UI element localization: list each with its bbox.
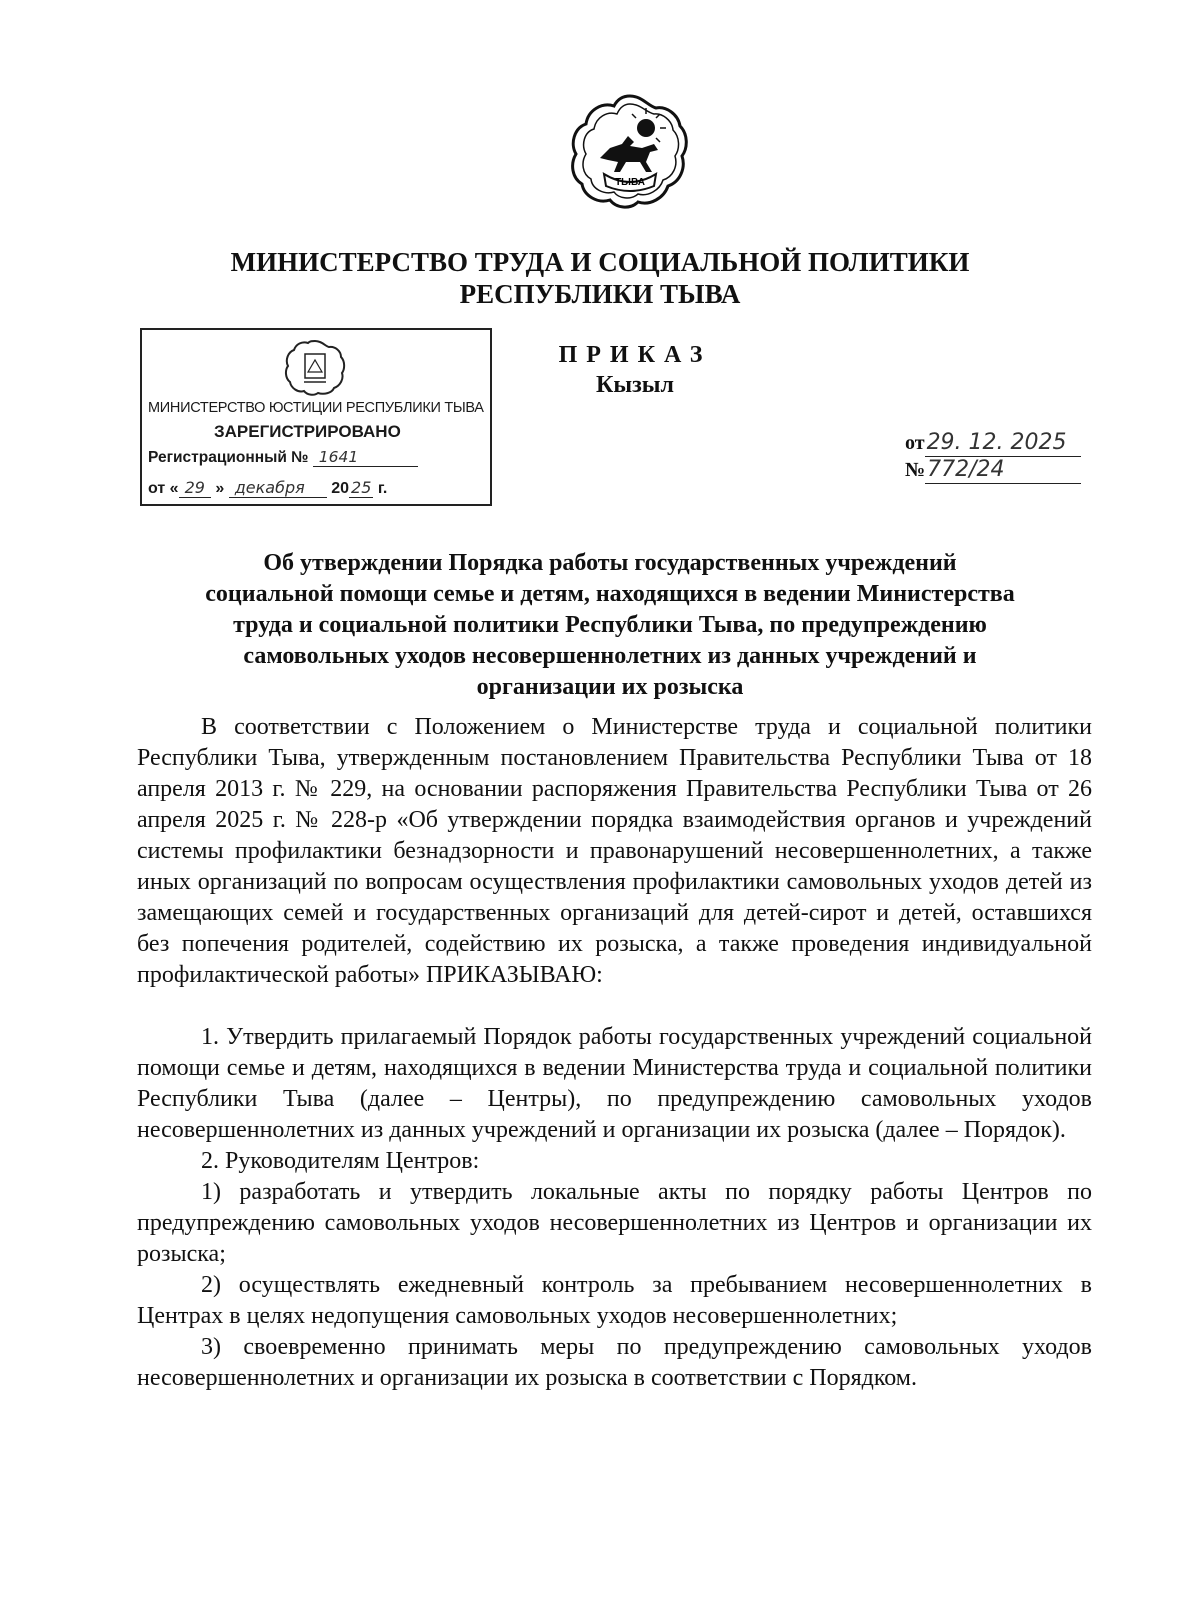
title-line1: Об утверждении Порядка работы государственных учреждений [263,550,957,576]
stamp-reg-label: Регистрационный № [148,449,309,466]
stamp-date-prefix: от « [148,480,179,497]
stamp-date-mid: » [215,480,225,497]
order-number-label: № [905,459,926,481]
stamp-organization: МИНИСТЕРСТВО ЮСТИЦИИ РЕСПУБЛИКИ ТЫВА [148,400,484,416]
order-meta [905,430,1081,484]
item-2-paragraph: 2. Руководителям Центров: [201,1148,480,1174]
stamp-year-end: г. [377,480,388,497]
stamp-emblem-icon [284,338,346,396]
title-line2: социальной помощи семье и детям, находящихся в ведении Министерства [205,581,1015,607]
ministry-title [150,246,1050,310]
order-city: Кызыл [596,372,674,398]
stamp-reg-number: 1641 [313,448,418,467]
order-heading [545,340,725,400]
order-date-row [905,430,1081,457]
stamp-date-month: декабря [229,478,327,498]
title-line3: труда и социальной политики Республики Тыва, по предупреждению [233,612,987,638]
ministry-title-line2: РЕСПУБЛИКИ ТЫВА [459,279,741,309]
order-word: ПРИКАЗ [558,342,712,368]
stamp-year-suffix: 25 [351,478,372,497]
document-body [137,712,1092,1394]
registration-stamp [140,328,492,506]
item-2-2-paragraph: 2) осуществлять ежедневный контроль за пребыванием несовершеннолетних в Центрах в целях недопущения самовольных уходов несовершеннолетних; [137,1272,1092,1329]
order-date-value: 29. 12. 2025 [925,430,1081,457]
document-title [160,548,1060,703]
preamble-paragraph: В соответствии с Положением о Министерстве труда и социальной политики Республики Тыва, утвержденным постановлением Правительства Республики Тыва от 18 апреля 2013 г. № 229, на основании распоряжения Правительства Республики Тыва от 26 апреля 2025 г. № 228-р «Об утверждении порядка взаимодействия органов и учреждений системы профилактики безнадзорности и правонарушений несовершеннолетних, а также иных организаций по вопросам осуществления профилактики самовольных уходов детей из замещающих семей и государственных организаций для детей-сирот и детей, оставшихся без попечения родителей, содействию их розыска, а также проведения индивидуальной профилактической работы» ПРИКАЗЫВАЮ: [137,714,1092,988]
ministry-title-line1: МИНИСТЕРСТВО ТРУДА И СОЦИАЛЬНОЙ ПОЛИТИКИ [230,247,970,277]
tyva-emblem-icon [570,92,690,212]
item-2-3-paragraph: 3) своевременно принимать меры по предупреждению самовольных уходов несовершеннолетних и организации их розыска в соответствии с Порядком. [137,1334,1092,1391]
stamp-date-day: 29 [179,478,211,498]
emblem-label: ТЫВА [615,177,645,188]
stamp-date-row [148,478,387,498]
order-number-value: 772/24 [925,457,1081,484]
item-1-paragraph: 1. Утвердить прилагаемый Порядок работы государственных учреждений социальной помощи семье и детям, находящихся в ведении Министерства труда и социальной политики Республики Тыва (далее – Центры), по предупреждению самовольных уходов несовершеннолетних из данных учреждений и организации их розыска (далее – Порядок). [137,1024,1092,1143]
title-line5: организации их розыска [476,674,744,700]
order-number-row [905,457,1081,484]
stamp-reg-number-row [148,448,418,467]
title-line4: самовольных уходов несовершеннолетних из данных учреждений и [243,643,977,669]
stamp-year-prefix: 20 [331,480,350,497]
stamp-status: ЗАРЕГИСТРИРОВАНО [214,422,401,441]
item-2-1-paragraph: 1) разработать и утвердить локальные акты по порядку работы Центров по предупреждению самовольных уходов несовершеннолетних из Центров и организации их розыска; [137,1179,1092,1267]
order-date-label: от [905,432,925,454]
